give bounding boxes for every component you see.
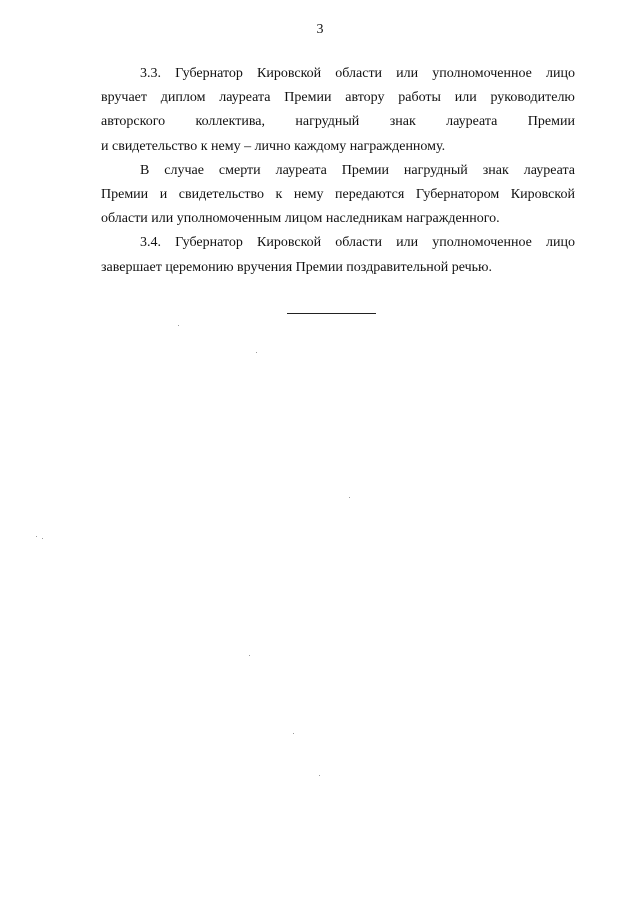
word: Премии [284, 90, 332, 106]
text-line [101, 110, 575, 134]
word: или [454, 90, 477, 106]
word: 3.4. [140, 235, 161, 251]
word: нагрудный [295, 114, 360, 130]
word: 3.3. [140, 66, 161, 81]
text-line [101, 159, 575, 183]
word: авторского [101, 114, 166, 130]
scan-speck [256, 352, 257, 353]
word: Премии [101, 187, 149, 203]
text-line: области или уполномоченным лицом наследникам награжденного. [101, 211, 500, 227]
word: уполномоченное [432, 235, 532, 251]
word: Губернатор [175, 235, 243, 251]
word: уполномоченное [432, 66, 532, 81]
word: лауреата [219, 90, 271, 106]
text-line [101, 62, 575, 86]
word: случае [164, 162, 204, 178]
paragraph-death-of-laureate [101, 159, 575, 232]
word: лицо [545, 66, 575, 81]
word: знак [482, 162, 509, 178]
word: Кировской [510, 187, 575, 203]
scan-speck [249, 655, 250, 656]
word: и [159, 187, 168, 203]
word: лауреата [275, 162, 327, 178]
paragraph-3-4 [101, 231, 575, 279]
word: Губернатор [175, 66, 243, 81]
word: Премии [341, 162, 389, 178]
document-body [101, 62, 575, 280]
word: коллектива, [195, 114, 265, 130]
word: руководителю [490, 90, 575, 106]
text-line [101, 231, 575, 255]
scan-speck [293, 733, 294, 734]
text-line [101, 86, 575, 110]
word: нагрудный [403, 162, 468, 178]
word: В [140, 162, 150, 178]
text-line: завершает церемонию вручения Премии поздравительной речью. [101, 259, 492, 275]
word: лауреата [446, 114, 498, 130]
word: диплом [160, 90, 206, 106]
word: работы [398, 90, 441, 106]
scan-speck [42, 538, 43, 539]
word: смерти [218, 162, 261, 178]
word: области [335, 66, 383, 81]
word: Кировской [257, 235, 322, 251]
page-number: 3 [316, 22, 324, 37]
word: автору [345, 90, 385, 106]
text-line [101, 183, 575, 207]
scan-speck [349, 497, 350, 498]
word: или [396, 235, 419, 251]
word: области [335, 235, 383, 251]
word: знак [389, 114, 416, 130]
scan-speck [319, 775, 320, 776]
word: Губернатором [415, 187, 500, 203]
word: к [275, 187, 283, 203]
word: свидетельство [178, 187, 264, 203]
word: передаются [335, 187, 405, 203]
closing-divider-line [287, 313, 376, 314]
scan-speck [36, 536, 37, 537]
text-line: и свидетельство к нему – лично каждому награжденному. [101, 138, 446, 154]
word: лауреата [523, 162, 575, 178]
word: Кировской [257, 66, 322, 81]
word: лицо [545, 235, 575, 251]
word: вручает [101, 90, 148, 106]
paragraph-3-3 [101, 62, 575, 159]
word: Премии [527, 114, 575, 130]
word: нему [293, 187, 324, 203]
scan-speck [178, 325, 179, 326]
word: или [396, 66, 419, 81]
